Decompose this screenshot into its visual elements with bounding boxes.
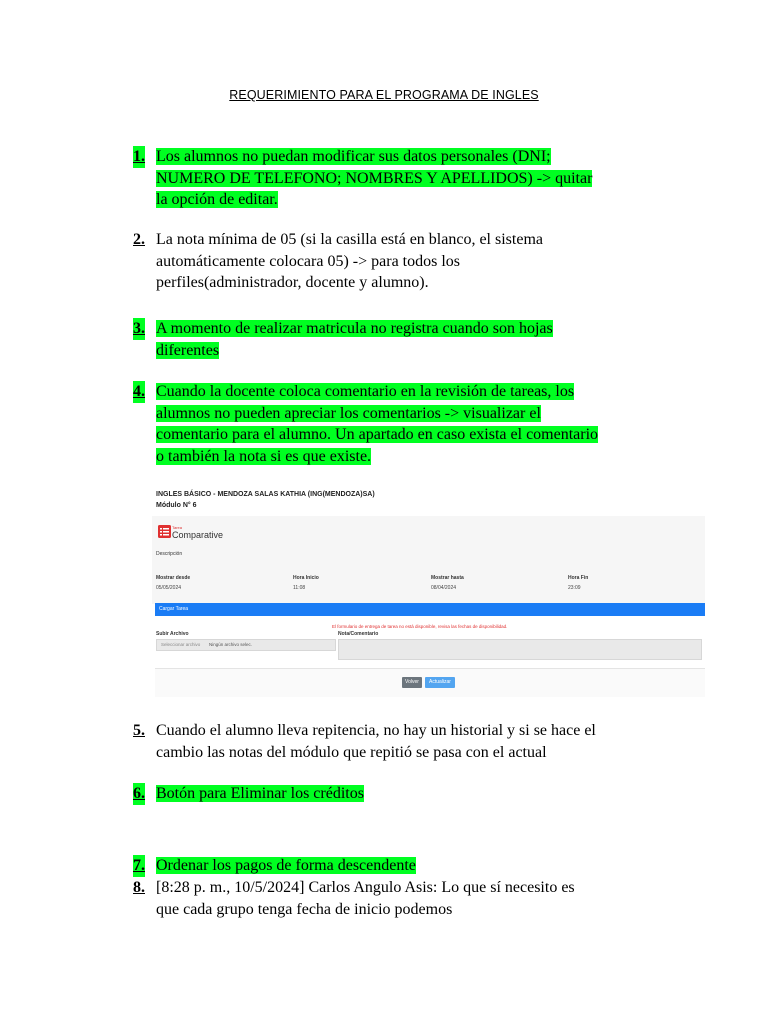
update-button[interactable]: Actualizar	[425, 677, 455, 688]
file-label: Subir Archivo	[156, 631, 189, 637]
requirement-line: La nota mínima de 05 (si la casilla está en blanco, el sistema	[156, 231, 543, 248]
requirement-number: 6.	[133, 783, 145, 805]
requirement-line: que cada grupo tenga fecha de inicio podemos	[156, 900, 453, 918]
requirement-number: 7.	[133, 855, 145, 877]
requirement-3	[133, 318, 673, 361]
requirement-line: Cuando el alumno lleva repitencia, no hay un historial y si se hace el	[156, 722, 596, 739]
requirement-2	[133, 229, 673, 294]
column-header: Hora Fin	[568, 575, 589, 581]
task-name: Comparative	[172, 530, 224, 540]
requirement-line: cambio las notas del módulo que repitió se pasa con el actual	[156, 743, 547, 761]
back-button[interactable]: Volver	[402, 677, 422, 688]
requirement-line: NUMERO DE TELEFONO; NOMBRES Y APELLIDOS) -> quitar	[156, 169, 593, 187]
document-title: REQUERIMIENTO PARA EL PROGRAMA DE INGLES	[229, 88, 539, 102]
availability-warning: El formulario de entrega de tarea no está disponible, revisa las fechas de disponibilidad.	[332, 624, 508, 629]
requirement-number: 5.	[133, 722, 145, 739]
file-status: Ningún archivo selec.	[209, 642, 253, 647]
requirement-line: [8:28 p. m., 10/5/2024] Carlos Angulo Asis: Lo que sí necesito es	[156, 879, 575, 896]
requirement-number: 3.	[133, 318, 145, 340]
requirement-line: Cuando la docente coloca comentario en la revisión de tareas, los	[156, 383, 575, 400]
requirement-line: diferentes	[156, 341, 220, 359]
requirement-line: o también la nota si es que existe.	[156, 447, 372, 465]
comment-label: Nota/Comentario	[338, 631, 379, 637]
column-value: 05/05/2024	[156, 585, 182, 591]
module-title: Módulo N° 6	[156, 502, 197, 509]
requirement-number: 4.	[133, 381, 145, 403]
task-label: Tarea	[172, 525, 183, 530]
requirement-line: alumnos no pueden apreciar los comentarios -> visualizar el	[156, 404, 541, 422]
column-value: 23:09	[568, 585, 581, 591]
requirement-6	[133, 783, 673, 805]
column-header: Mostrar desde	[156, 575, 191, 581]
task-panel	[152, 516, 705, 604]
requirement-1	[133, 146, 673, 211]
file-input[interactable]	[156, 639, 336, 651]
description-label: Descripción	[156, 551, 183, 557]
requirement-line: la opción de editar.	[156, 191, 278, 208]
requirement-line: A momento de realizar matricula no registra cuando son hojas	[156, 320, 553, 337]
upload-task-bar[interactable]	[155, 603, 705, 616]
course-header	[156, 489, 375, 511]
comment-textarea[interactable]	[338, 639, 702, 660]
column-header: Mostrar hasta	[431, 575, 464, 581]
requirement-number: 1.	[133, 146, 145, 168]
select-file-button[interactable]: Seleccionar archivo	[161, 642, 201, 647]
column-value: 08/04/2024	[431, 585, 457, 591]
requirement-line: comentario para el alumno. Un apartado en caso exista el comentario	[156, 426, 599, 443]
requirement-number: 8.	[133, 879, 145, 896]
requirement-number: 2.	[133, 231, 145, 248]
requirement-5	[133, 720, 673, 763]
requirement-line: Ordenar los pagos de forma descendente	[156, 857, 416, 874]
requirement-8	[133, 877, 673, 920]
requirement-7	[133, 855, 673, 877]
requirement-line: automáticamente colocara 05) -> para todos los	[156, 252, 461, 270]
column-header: Hora Inicio	[293, 575, 319, 581]
course-title: INGLES BÁSICO - MENDOZA SALAS KATHIA (ING(MENDOZA)SA)	[156, 491, 375, 498]
upload-task-label: Cargar Tarea	[159, 606, 189, 612]
requirement-line: Los alumnos no puedan modificar sus datos personales (DNI;	[156, 148, 551, 165]
requirement-4	[133, 381, 673, 467]
requirement-line: Botón para Eliminar los créditos	[156, 785, 364, 802]
embedded-screenshot	[152, 484, 705, 699]
requirement-line: perfiles(administrador, docente y alumno).	[156, 274, 429, 291]
task-list-icon	[158, 525, 171, 538]
column-value: 11:08	[293, 585, 306, 591]
